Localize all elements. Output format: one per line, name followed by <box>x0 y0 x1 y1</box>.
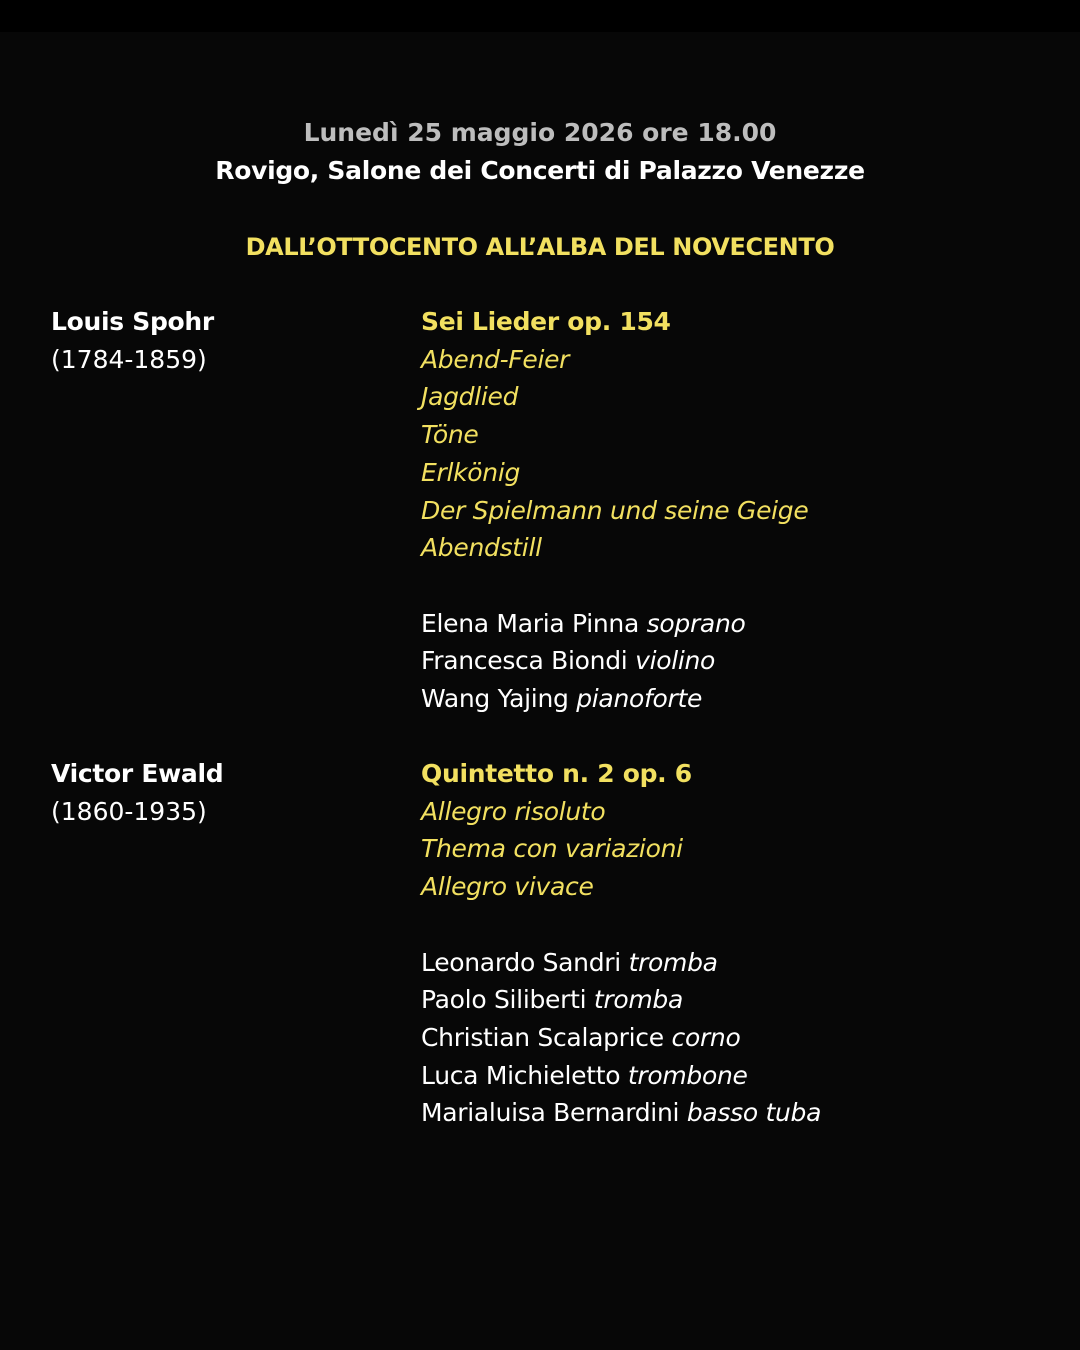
composer-years: (1860-1935) <box>51 797 207 826</box>
concert-date: Lunedì 25 maggio 2026 ore 18.00 <box>303 118 777 147</box>
work <box>421 755 821 1132</box>
top-strip <box>0 0 1080 32</box>
work-title: Sei Lieder op. 154 <box>421 307 671 336</box>
performer: Elena Maria Pinna soprano <box>421 608 746 638</box>
performer: Wang Yajing pianoforte <box>421 684 703 714</box>
composer-name: Victor Ewald <box>51 759 224 788</box>
performer: Paolo Siliberti tromba <box>421 985 684 1015</box>
concert-venue: Rovigo, Salone dei Concerti di Palazzo Venezze <box>215 156 865 185</box>
composer-name: Louis Spohr <box>51 307 214 336</box>
movement: Thema con variazioni <box>421 834 683 864</box>
composer <box>51 303 214 379</box>
concert-header <box>0 114 1080 266</box>
movement: Allegro vivace <box>421 872 594 902</box>
work <box>421 303 808 718</box>
movement: Abendstill <box>421 533 542 563</box>
movement: Erlkönig <box>421 457 521 487</box>
movement: Allegro risoluto <box>421 796 606 826</box>
performer: Leonardo Sandri tromba <box>421 947 718 977</box>
concert-title: DALL’OTTOCENTO ALL’ALBA DEL NOVECENTO <box>245 233 835 261</box>
performer: Marialuisa Bernardini basso tuba <box>421 1098 822 1128</box>
movement: Abend-Feier <box>421 344 570 374</box>
movement: Töne <box>421 420 479 450</box>
movement: Der Spielmann und seine Geige <box>421 495 809 525</box>
work-title: Quintetto n. 2 op. 6 <box>421 759 692 788</box>
performer: Christian Scalaprice corno <box>421 1022 741 1052</box>
performer: Francesca Biondi violino <box>421 646 716 676</box>
performer: Luca Michieletto trombone <box>421 1060 748 1090</box>
movement: Jagdlied <box>421 382 519 412</box>
composer <box>51 755 223 831</box>
composer-years: (1784-1859) <box>51 345 207 374</box>
